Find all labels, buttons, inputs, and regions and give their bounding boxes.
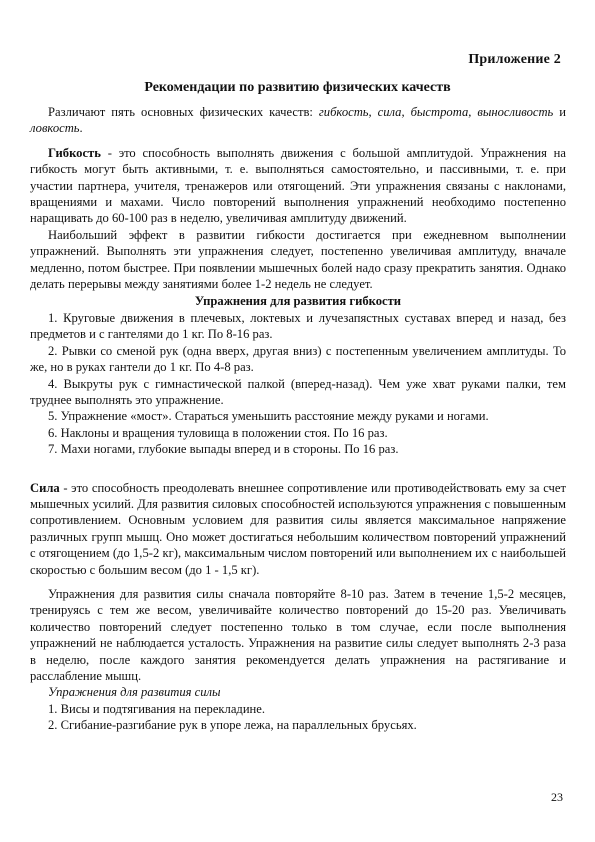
strength-exercise: 1. Висы и подтягивания на перекладине. (48, 701, 266, 716)
intro-end: . (79, 121, 83, 136)
intro-text: Различают пять основных физических качеств: (48, 105, 319, 119)
flexibility-term: Гибкость (48, 145, 101, 160)
flexibility-exercise: 4. Выкруты рук с гимнастической палкой (вперед-назад). Чем уже хват руками палки, тем труднее выполнять это упражнение. (30, 376, 566, 407)
intro-last-quality: ловкость (30, 121, 80, 136)
flexibility-definition: - это способность выполнять движения с большой амплитудой. Упражнения на гибкость могут быть активными, т. е. выполняться самостоятельно, и пассивными, т. е. при участии партнера, учителя, тренажеров или отягощений. Эти упражнения связаны с наклонами, вращениями и махами. Число повторений выполнения упражнений необходимо постепенно наращивать до 60-100 раз в неделю, увеличивая амплитуду движений. (30, 145, 566, 226)
flexibility-paragraph-1 (30, 145, 566, 227)
flexibility-exercise: 7. Махи ногами, глубокие выпады вперед и в стороны. По 16 раз. (48, 442, 399, 457)
intro-and: и (553, 105, 566, 119)
flexibility-exercise: 1. Круговые движения в плечевых, локтевых и лучезапястных суставах вперед и назад, без предметов и с гантелями до 1 кг. По 8-16 раз. (30, 310, 566, 342)
intro-paragraph (30, 104, 566, 137)
page-title: Рекомендации по развитию физических качеств (144, 80, 451, 95)
strength-exercise: 2. Сгибание-разгибание рук в упоре лежа, на параллельных брусьях. (48, 718, 417, 733)
document-body (30, 104, 566, 734)
flexibility-exercises-heading: Упражнения для развития гибкости (194, 294, 402, 309)
strength-definition: - это способность преодолевать внешнее сопротивление или противодействовать ему за счет мышечных усилий. Для развития силовых способностей используются упражнения с повышенным сопротивлением. Основным условием для развития силы является максимальное напряжение различных групп мышц. Оно может достигаться небольшим количеством повторений упражнений с отягощением (до 1,5-2 кг), максимальным числом повторений или выполнением их с наибольшей скоростью с большим весом (до 1 - 1,5 кг). (30, 480, 566, 577)
appendix-label: Приложение 2 (468, 52, 561, 67)
strength-paragraph-1 (30, 480, 566, 578)
strength-term: Сила (30, 480, 60, 495)
flexibility-exercise: 2. Рывки со сменой рук (одна вверх, другая вниз) с постепенным увеличением амплитуды. То же, но в руках гантели до 1 кг. По 4-8 раз. (30, 343, 566, 375)
flexibility-exercise: 6. Наклоны и вращения туловища в положении стоя. По 16 раз. (48, 425, 388, 440)
page-number: 23 (551, 790, 563, 804)
strength-exercises-heading: Упражнения для развития силы (48, 685, 221, 700)
flexibility-paragraph-2: Наибольший эффект в развитии гибкости достигается при ежедневном выполнении упражнений. Выполнять эти упражнения следует, постепенно увеличивая амплитуду, вначале медленно, потом быстрее. При появлении мышечных болей надо сразу прекратить занятия. Однако делать перерывы между занятиями более 1-2 недель не следует. (30, 227, 566, 292)
flexibility-exercise: 5. Упражнение «мост». Стараться уменьшить расстояние между руками и ногами. (48, 409, 489, 424)
strength-paragraph-2: Упражнения для развития силы сначала повторяйте 8-10 раз. Затем в течение 1,5-2 месяцев, тренируясь с тем же весом, увеличивайте количество повторений до 15-20 раз. Увеличивать количество повторений следует постепенно только в том случае, если после выполнения упражнений не наблюдается усталость. Упражнения на развитие силы следует выполнять 2-3 раза в неделю, после каждого занятия рекомендуется делать упражнения на растягивание и расслабление мышц. (30, 586, 566, 683)
intro-qualities: гибкость, сила, быстрота, выносливость (318, 105, 554, 119)
